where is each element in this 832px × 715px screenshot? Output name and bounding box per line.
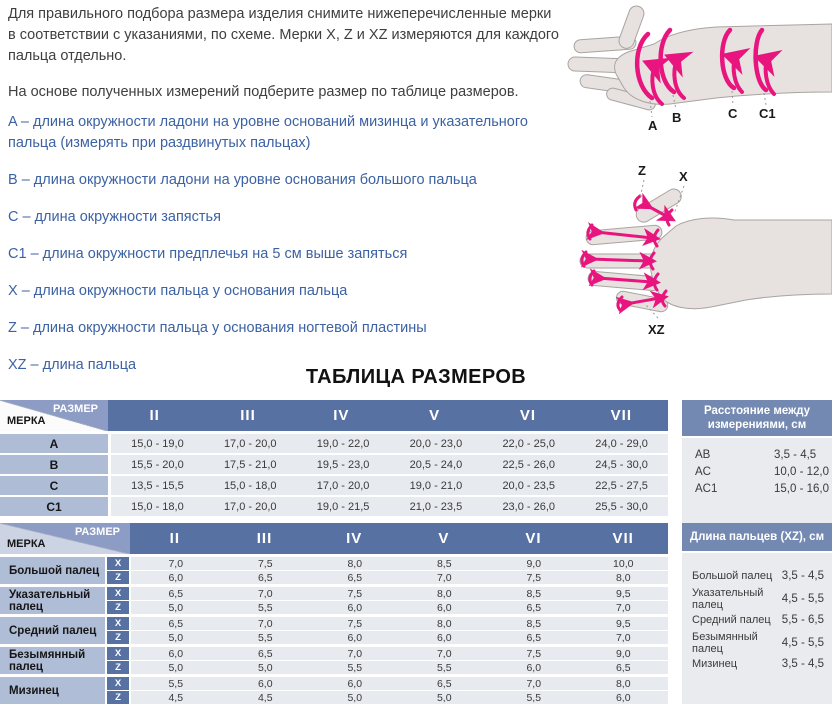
- size-value-cell: 13,5 - 15,5: [131, 479, 184, 492]
- size-value-cell: 17,0 - 20,0: [316, 479, 370, 492]
- size-value-cell: 8,5: [526, 587, 542, 600]
- panel-row-label: AB: [695, 448, 711, 461]
- panel-row-value: 3,5 - 4,5: [774, 448, 817, 461]
- measure-definitions: [8, 112, 564, 392]
- z-values-row: [131, 571, 668, 584]
- z-values-row: [131, 661, 668, 674]
- definition-item: C1 – длина окружности предплечья на 5 см выше запяться: [8, 246, 408, 262]
- definition-item: B – длина окружности ладони на уровне основания большого пальца: [8, 172, 477, 188]
- measure-label-b: B: [672, 110, 682, 125]
- intro-paragraph: На основе полученных измерений подберите размер по таблице размеров.: [8, 84, 519, 100]
- panel-row-label: Безымянный палец: [692, 631, 758, 655]
- size-value-cell: 24,0 - 29,0: [595, 437, 648, 450]
- size-table-title: ТАБЛИЦА РАЗМЕРОВ: [305, 366, 527, 388]
- corner-measure-label: МЕРКА: [7, 415, 46, 427]
- column-header: VI: [519, 407, 537, 424]
- measure-label-xz: XZ: [648, 322, 665, 337]
- size-value-cell: 6,5: [347, 571, 363, 584]
- panel-row: [682, 565, 832, 587]
- size-value-cell: 9,5: [615, 617, 631, 630]
- row-label: A: [0, 434, 108, 453]
- panel-row-value: 4,5 - 5,5: [781, 637, 824, 649]
- size-value-cell: 7,0: [168, 557, 184, 570]
- x-badge: X: [107, 557, 129, 570]
- measure-label-a: A: [648, 118, 658, 133]
- size-value-cell: 5,5: [257, 631, 273, 644]
- size-value-cell: 6,0: [347, 601, 363, 614]
- size-value-cell: 22,0 - 25,0: [502, 437, 556, 450]
- finger-row-group: [0, 587, 668, 614]
- size-value-cell: 5,0: [347, 691, 363, 704]
- column-header: VII: [612, 530, 634, 547]
- size-value-cell: 23,0 - 26,0: [502, 500, 556, 513]
- size-value-cell: 8,5: [436, 557, 452, 570]
- size-value-cell: 19,0 - 21,0: [409, 479, 463, 492]
- size-value-cell: 7,0: [257, 617, 273, 630]
- size-value-cell: 5,5: [168, 677, 184, 690]
- z-badge: Z: [107, 631, 129, 644]
- size-value-cell: 7,0: [615, 631, 631, 644]
- intro-text: [8, 4, 560, 118]
- panel-row-value: 15,0 - 16,0: [774, 482, 829, 495]
- size-value-cell: 9,0: [615, 647, 631, 660]
- column-header: II: [149, 407, 160, 424]
- z-badge: Z: [107, 601, 129, 614]
- definition-item: Z – длина окружности пальца у основания ногтевой пластины: [8, 320, 427, 336]
- column-header: VII: [610, 407, 632, 424]
- panel-row-label: AC: [695, 465, 711, 478]
- z-values-row: [131, 631, 668, 644]
- x-values-row: [131, 647, 668, 660]
- size-value-cell: 15,0 - 18,0: [223, 479, 277, 492]
- size-value-cell: 6,0: [436, 601, 452, 614]
- panel-row: [682, 463, 832, 480]
- x-values-row: [131, 617, 668, 630]
- panel-row-value: 5,5 - 6,5: [781, 614, 824, 626]
- measure-label-c1: C1: [759, 106, 776, 121]
- measure-label-x: X: [679, 169, 688, 184]
- size-value-cell: 21,0 - 23,5: [409, 500, 463, 513]
- size-value-cell: 8,0: [615, 571, 631, 584]
- z-badge: Z: [107, 571, 129, 584]
- x-badge: X: [107, 647, 129, 660]
- size-value-cell: 7,0: [526, 677, 542, 690]
- panel-row-label: Средний палец: [692, 614, 771, 626]
- size-value-cell: 22,5 - 26,0: [502, 458, 556, 471]
- size-value-cell: 6,0: [257, 677, 273, 690]
- column-header: V: [438, 530, 450, 547]
- column-header: II: [169, 530, 180, 547]
- panel-row-value: 4,5 - 5,5: [781, 593, 824, 605]
- size-value-cell: 7,5: [257, 557, 273, 570]
- size-table-main: [0, 400, 668, 518]
- size-value-cell: 19,0 - 22,0: [316, 437, 370, 450]
- x-values-row: [131, 587, 668, 600]
- z-badge: Z: [107, 691, 129, 704]
- finger-label: Мизинец: [0, 677, 105, 704]
- size-value-cell: 6,0: [347, 631, 363, 644]
- size-value-cell: 24,5 - 30,0: [595, 458, 648, 471]
- corner-measure-label: МЕРКА: [7, 538, 46, 550]
- panel-row: [682, 631, 832, 653]
- size-value-cell: 7,5: [526, 647, 542, 660]
- table-row: [0, 434, 668, 453]
- panel-title: Длина пальцев (XZ), см: [682, 523, 832, 551]
- finger-label: Указательный палец: [0, 587, 105, 614]
- hand-diagram-circumferences: [566, 0, 832, 142]
- size-value-cell: 20,5 - 24,0: [409, 458, 463, 471]
- size-value-cell: 6,0: [168, 571, 184, 584]
- panel-row: [682, 609, 832, 631]
- finger-row-group: [0, 617, 668, 644]
- distance-panel: [682, 400, 832, 515]
- size-value-cell: 5,5: [436, 661, 452, 674]
- finger-row-group: [0, 677, 668, 704]
- size-value-cell: 7,5: [347, 587, 363, 600]
- size-value-cell: 8,0: [436, 587, 452, 600]
- size-value-cell: 15,0 - 18,0: [131, 500, 184, 513]
- corner-cell: [0, 523, 130, 554]
- table-row: [0, 455, 668, 474]
- corner-size-label: РАЗМЕР: [74, 526, 120, 538]
- size-value-cell: 6,0: [526, 661, 542, 674]
- size-value-cell: 5,5: [347, 661, 363, 674]
- size-value-cell: 6,5: [436, 677, 452, 690]
- column-header: VI: [525, 530, 542, 547]
- hand-diagram-fingers: [566, 158, 832, 342]
- size-value-cell: 5,0: [436, 691, 452, 704]
- size-value-cell: 6,0: [168, 647, 184, 660]
- size-value-cell: 6,5: [526, 631, 542, 644]
- finger-label: Безымянный палец: [0, 647, 105, 674]
- column-header: V: [429, 407, 441, 424]
- size-value-cell: 7,0: [615, 601, 631, 614]
- size-value-cell: 8,0: [615, 677, 631, 690]
- size-value-cell: 20,0 - 23,0: [409, 437, 463, 450]
- corner-cell: [0, 400, 108, 431]
- x-badge: X: [107, 587, 129, 600]
- z-values-row: [131, 691, 668, 704]
- z-badge: Z: [107, 661, 129, 674]
- size-value-cell: 22,5 - 27,5: [595, 479, 648, 492]
- panel-row-value: 3,5 - 4,5: [781, 658, 824, 670]
- size-value-cell: 7,5: [526, 571, 542, 584]
- table-header: [0, 400, 668, 431]
- panel-row-value: 10,0 - 12,0: [774, 465, 829, 478]
- size-value-cell: 9,5: [615, 587, 631, 600]
- size-value-cell: 6,0: [347, 677, 363, 690]
- size-value-cell: 15,5 - 20,0: [131, 458, 184, 471]
- size-value-cell: 10,0: [613, 557, 634, 570]
- size-value-cell: 4,5: [168, 691, 184, 704]
- hand-illustration: [580, 186, 832, 313]
- panel-row: [682, 446, 832, 463]
- size-value-cell: 20,0 - 23,5: [502, 479, 556, 492]
- size-value-cell: 25,5 - 30,0: [595, 500, 648, 513]
- row-label: C: [0, 476, 108, 495]
- panel-row-label: AC1: [695, 482, 718, 495]
- size-value-cell: 5,5: [526, 691, 542, 704]
- size-value-cell: 5,0: [257, 661, 273, 674]
- x-badge: X: [107, 677, 129, 690]
- size-value-cell: 6,5: [257, 647, 273, 660]
- size-value-cell: 17,5 - 21,0: [223, 458, 277, 471]
- panel-row-value: 3,5 - 4,5: [781, 570, 824, 582]
- size-value-cell: 9,0: [526, 557, 542, 570]
- size-value-cell: 4,5: [257, 691, 273, 704]
- size-value-cell: 7,0: [436, 571, 452, 584]
- size-value-cell: 7,0: [257, 587, 273, 600]
- size-value-cell: 6,5: [168, 587, 184, 600]
- hand-illustration: [568, 4, 832, 111]
- panel-row-label: Мизинец: [692, 658, 737, 670]
- size-value-cell: 15,0 - 19,0: [131, 437, 184, 450]
- column-header: IV: [346, 530, 363, 547]
- x-values-row: [131, 557, 668, 570]
- column-header: III: [240, 407, 256, 424]
- size-value-cell: 8,0: [347, 557, 363, 570]
- corner-size-label: РАЗМЕР: [52, 403, 98, 415]
- finger-row-group: [0, 557, 668, 584]
- size-value-cell: 7,5: [347, 617, 363, 630]
- intro-paragraph: Для правильного подбора размера изделия снимите нижеперечисленные мерки в соответствии с указаниями, по схеме. Мерки X, Z и XZ измеряются для каждого пальца отдельно.: [8, 6, 559, 64]
- finger-label: Большой палец: [0, 557, 105, 584]
- panel-title: Расстояние между измерениями, см: [682, 400, 832, 436]
- measure-label-z: Z: [638, 163, 646, 178]
- size-value-cell: 17,0 - 20,0: [223, 437, 277, 450]
- size-value-cell: 8,5: [526, 617, 542, 630]
- column-header: IV: [333, 407, 350, 424]
- size-value-cell: 19,5 - 23,0: [316, 458, 370, 471]
- column-header: III: [256, 530, 273, 547]
- size-value-cell: 6,5: [257, 571, 273, 584]
- panel-row: [682, 480, 832, 497]
- size-value-cell: 7,0: [436, 647, 452, 660]
- measure-label-c: C: [728, 106, 738, 121]
- table-header: [0, 523, 668, 554]
- row-label: B: [0, 455, 108, 474]
- definition-item: XZ – длина пальца: [8, 357, 137, 373]
- finger-length-panel: [682, 523, 832, 704]
- panel-row: [682, 587, 832, 609]
- size-value-cell: 6,5: [615, 661, 631, 674]
- panel-row: [682, 653, 832, 675]
- panel-row-label: Большой палец: [692, 570, 773, 582]
- size-value-cell: 5,5: [257, 601, 273, 614]
- finger-label: Средний палец: [0, 617, 105, 644]
- finger-row-group: [0, 647, 668, 674]
- panel-row-label: Указательный палец: [692, 587, 764, 611]
- size-value-cell: 5,0: [168, 601, 184, 614]
- size-value-cell: 5,0: [168, 631, 184, 644]
- size-value-cell: 6,5: [168, 617, 184, 630]
- size-value-cell: 5,0: [168, 661, 184, 674]
- definition-item: A – длина окружности ладони на уровне оснований мизинца и указательного пальца (измерять при раздвинутых пальцах): [8, 114, 528, 151]
- row-label: C1: [0, 497, 108, 516]
- z-values-row: [131, 601, 668, 614]
- size-value-cell: 6,0: [436, 631, 452, 644]
- table-row: [0, 497, 668, 516]
- size-value-cell: 7,0: [347, 647, 363, 660]
- definition-item: C – длина окружности запястья: [8, 209, 221, 225]
- size-table-fingers: [0, 523, 668, 707]
- size-value-cell: 17,0 - 20,0: [223, 500, 277, 513]
- size-value-cell: 19,0 - 21,5: [316, 500, 370, 513]
- x-values-row: [131, 677, 668, 690]
- definition-item: X – длина окружности пальца у основания пальца: [8, 283, 348, 299]
- size-value-cell: 8,0: [436, 617, 452, 630]
- x-badge: X: [107, 617, 129, 630]
- size-value-cell: 6,5: [526, 601, 542, 614]
- size-value-cell: 6,0: [615, 691, 631, 704]
- table-row: [0, 476, 668, 495]
